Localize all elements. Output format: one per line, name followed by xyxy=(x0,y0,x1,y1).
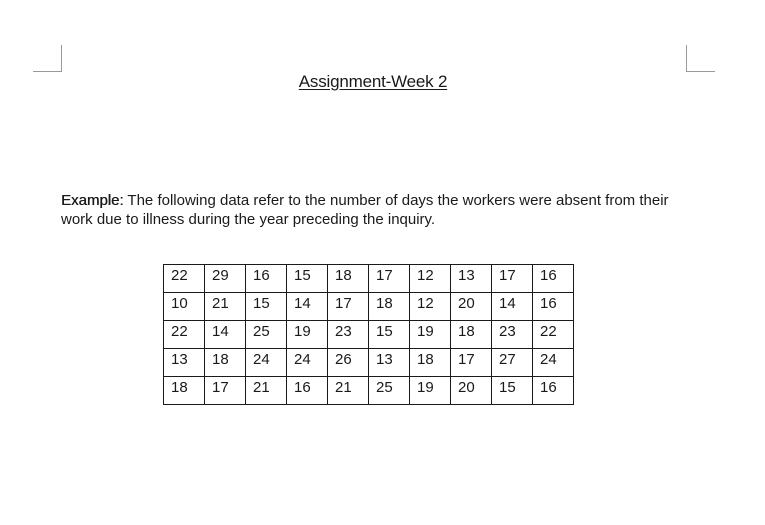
table-row xyxy=(164,321,574,349)
table-cell: 16 xyxy=(533,265,574,293)
table-cell: 18 xyxy=(205,349,246,377)
table-cell: 14 xyxy=(205,321,246,349)
table-cell: 15 xyxy=(492,377,533,405)
table-cell: 17 xyxy=(451,349,492,377)
table-cell: 10 xyxy=(164,293,205,321)
table-cell: 12 xyxy=(410,293,451,321)
table-cell: 19 xyxy=(410,321,451,349)
table-cell: 22 xyxy=(164,321,205,349)
table-cell: 18 xyxy=(369,293,410,321)
table-cell: 14 xyxy=(287,293,328,321)
table-cell: 17 xyxy=(328,293,369,321)
table-cell: 20 xyxy=(451,377,492,405)
table-cell: 25 xyxy=(369,377,410,405)
table-cell: 23 xyxy=(492,321,533,349)
table-cell: 16 xyxy=(533,293,574,321)
table-cell: 19 xyxy=(410,377,451,405)
table-cell: 15 xyxy=(369,321,410,349)
table-cell: 17 xyxy=(492,265,533,293)
table-cell: 24 xyxy=(533,349,574,377)
absence-data-table xyxy=(163,264,574,405)
table-cell: 13 xyxy=(369,349,410,377)
table-cell: 18 xyxy=(451,321,492,349)
table-cell: 22 xyxy=(533,321,574,349)
table-row xyxy=(164,293,574,321)
table-cell: 14 xyxy=(492,293,533,321)
table-cell: 16 xyxy=(246,265,287,293)
table-cell: 18 xyxy=(328,265,369,293)
table-row xyxy=(164,265,574,293)
table-cell: 21 xyxy=(328,377,369,405)
table-cell: 16 xyxy=(533,377,574,405)
table-cell: 13 xyxy=(451,265,492,293)
table-cell: 19 xyxy=(287,321,328,349)
table-cell: 25 xyxy=(246,321,287,349)
table-cell: 12 xyxy=(410,265,451,293)
document-title: Assignment-Week 2 xyxy=(298,72,448,91)
page-corner-mark-top-right xyxy=(686,45,715,72)
table-cell: 18 xyxy=(164,377,205,405)
table-cell: 16 xyxy=(287,377,328,405)
table-cell: 17 xyxy=(205,377,246,405)
table-cell: 24 xyxy=(287,349,328,377)
table-cell: 22 xyxy=(164,265,205,293)
page-corner-mark-top-left xyxy=(33,45,62,72)
table-cell: 17 xyxy=(369,265,410,293)
table-cell: 21 xyxy=(205,293,246,321)
table-cell: 15 xyxy=(287,265,328,293)
example-label: Example: xyxy=(61,192,124,209)
table-cell: 26 xyxy=(328,349,369,377)
table-cell: 13 xyxy=(164,349,205,377)
table-cell: 24 xyxy=(246,349,287,377)
table-cell: 18 xyxy=(410,349,451,377)
table-row xyxy=(164,349,574,377)
table-cell: 29 xyxy=(205,265,246,293)
table-cell: 27 xyxy=(492,349,533,377)
table-cell: 21 xyxy=(246,377,287,405)
table-cell: 23 xyxy=(328,321,369,349)
table-row xyxy=(164,377,574,405)
table-cell: 20 xyxy=(451,293,492,321)
table-cell: 15 xyxy=(246,293,287,321)
example-paragraph xyxy=(61,191,701,229)
example-text: The following data refer to the number of days the workers were absent from their work due to illness during the year preceding the inquiry. xyxy=(61,192,669,228)
